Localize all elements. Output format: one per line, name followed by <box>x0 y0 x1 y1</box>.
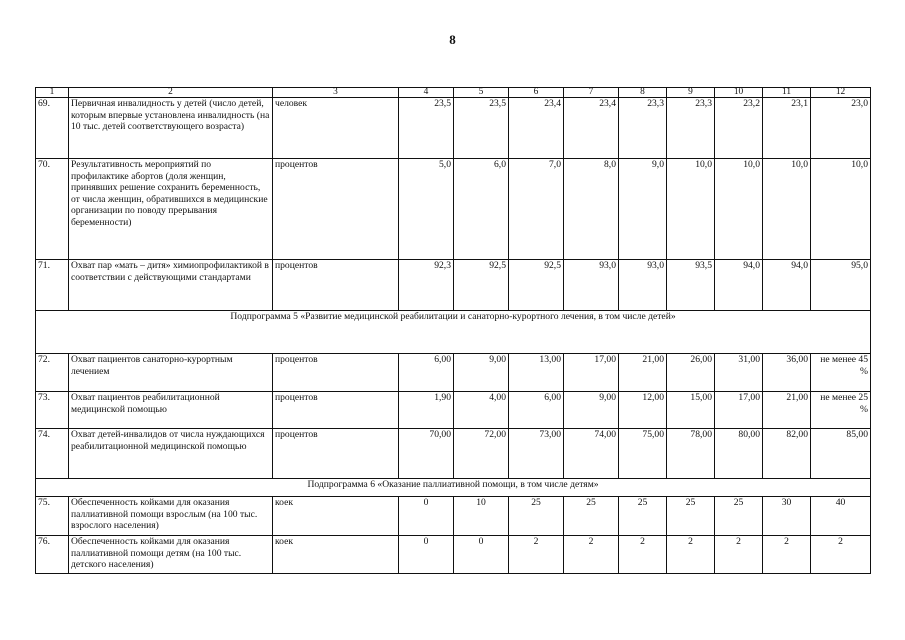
indicator-name: Охват детей-инвалидов от числа нуждающихся реабилитационной медицинской помощью <box>69 429 273 479</box>
col-header: 8 <box>619 88 667 98</box>
value-cell: 10,0 <box>715 159 763 260</box>
subprogram-5-heading: Подпрограмма 5 «Развитие медицинской реабилитации и санаторно-курортного лечения, в том числе детей» <box>36 311 871 354</box>
value-cell: 2 <box>619 536 667 574</box>
value-cell: 1,90 <box>399 392 454 429</box>
value-cell: 10,0 <box>667 159 715 260</box>
col-header: 12 <box>811 88 871 98</box>
indicator-name: Охват пар «мать – дитя» химиопрофилактикой в соответствии с действующими стандартами <box>69 260 273 311</box>
indicator-name: Обеспеченность койками для оказания паллиативной помощи взрослым (на 100 тыс. взрослого населения) <box>69 497 273 536</box>
value-cell: 12,00 <box>619 392 667 429</box>
value-cell: 15,00 <box>667 392 715 429</box>
value-cell: 7,0 <box>509 159 564 260</box>
value-cell: 10,0 <box>763 159 811 260</box>
section-row <box>36 311 871 354</box>
value-cell: 21,00 <box>763 392 811 429</box>
table-row <box>36 429 871 479</box>
value-cell: 95,0 <box>811 260 871 311</box>
indicator-name: Обеспеченность койками для оказания паллиативной помощи детям (на 100 тыс. детского населения) <box>69 536 273 574</box>
row-number: 75. <box>36 497 69 536</box>
value-cell: 9,0 <box>619 159 667 260</box>
value-cell: 4,00 <box>454 392 509 429</box>
value-cell: 17,00 <box>564 354 619 392</box>
value-cell: 25 <box>667 497 715 536</box>
col-header: 11 <box>763 88 811 98</box>
value-cell: не менее 25 % <box>811 392 871 429</box>
row-number: 72. <box>36 354 69 392</box>
row-number: 73. <box>36 392 69 429</box>
col-header: 6 <box>509 88 564 98</box>
row-number: 74. <box>36 429 69 479</box>
value-cell: 30 <box>763 497 811 536</box>
value-cell: 23,1 <box>763 98 811 159</box>
table-row <box>36 260 871 311</box>
value-cell: 75,00 <box>619 429 667 479</box>
header-row <box>36 88 871 98</box>
value-cell: 2 <box>715 536 763 574</box>
value-cell: 2 <box>811 536 871 574</box>
value-cell: 93,0 <box>619 260 667 311</box>
value-cell: 2 <box>564 536 619 574</box>
table-row <box>36 159 871 260</box>
value-cell: 31,00 <box>715 354 763 392</box>
value-cell: 23,5 <box>399 98 454 159</box>
value-cell: 93,5 <box>667 260 715 311</box>
col-header: 7 <box>564 88 619 98</box>
value-cell: 23,2 <box>715 98 763 159</box>
unit-cell: процентов <box>273 260 399 311</box>
table-row <box>36 536 871 574</box>
value-cell: 8,0 <box>564 159 619 260</box>
value-cell: 23,3 <box>667 98 715 159</box>
indicator-name: Охват пациентов реабилитационной медицинской помощью <box>69 392 273 429</box>
value-cell: 2 <box>667 536 715 574</box>
value-cell: 5,0 <box>399 159 454 260</box>
value-cell: 10,0 <box>811 159 871 260</box>
value-cell: 9,00 <box>454 354 509 392</box>
value-cell: 92,3 <box>399 260 454 311</box>
value-cell: 6,0 <box>454 159 509 260</box>
table-row <box>36 98 871 159</box>
unit-cell: человек <box>273 98 399 159</box>
section-row <box>36 479 871 497</box>
value-cell: 10 <box>454 497 509 536</box>
col-header: 4 <box>399 88 454 98</box>
value-cell: 94,0 <box>763 260 811 311</box>
unit-cell: коек <box>273 536 399 574</box>
value-cell: 73,00 <box>509 429 564 479</box>
value-cell: 94,0 <box>715 260 763 311</box>
value-cell: 23,4 <box>564 98 619 159</box>
col-header: 10 <box>715 88 763 98</box>
col-header: 3 <box>273 88 399 98</box>
subprogram-6-heading: Подпрограмма 6 «Оказание паллиативной помощи, в том числе детям» <box>36 479 871 497</box>
unit-cell: процентов <box>273 159 399 260</box>
table-row <box>36 354 871 392</box>
value-cell: 25 <box>564 497 619 536</box>
value-cell: 26,00 <box>667 354 715 392</box>
value-cell: 0 <box>399 497 454 536</box>
value-cell: 25 <box>509 497 564 536</box>
col-header: 1 <box>36 88 69 98</box>
value-cell: 74,00 <box>564 429 619 479</box>
table-row <box>36 497 871 536</box>
value-cell: 23,3 <box>619 98 667 159</box>
value-cell: 25 <box>619 497 667 536</box>
unit-cell: коек <box>273 497 399 536</box>
value-cell: 92,5 <box>509 260 564 311</box>
page-number: 8 <box>449 32 456 47</box>
value-cell: 2 <box>763 536 811 574</box>
value-cell: 40 <box>811 497 871 536</box>
row-number: 76. <box>36 536 69 574</box>
unit-cell: процентов <box>273 392 399 429</box>
col-header: 2 <box>69 88 273 98</box>
value-cell: 2 <box>509 536 564 574</box>
value-cell: 17,00 <box>715 392 763 429</box>
value-cell: 93,0 <box>564 260 619 311</box>
value-cell: 21,00 <box>619 354 667 392</box>
value-cell: 72,00 <box>454 429 509 479</box>
table-row <box>36 392 871 429</box>
col-header: 9 <box>667 88 715 98</box>
value-cell: 0 <box>454 536 509 574</box>
value-cell: 6,00 <box>399 354 454 392</box>
value-cell: не менее 45 % <box>811 354 871 392</box>
value-cell: 78,00 <box>667 429 715 479</box>
value-cell: 0 <box>399 536 454 574</box>
value-cell: 23,4 <box>509 98 564 159</box>
row-number: 69. <box>36 98 69 159</box>
value-cell: 9,00 <box>564 392 619 429</box>
indicators-table <box>35 87 871 574</box>
value-cell: 25 <box>715 497 763 536</box>
value-cell: 92,5 <box>454 260 509 311</box>
value-cell: 82,00 <box>763 429 811 479</box>
indicator-name: Результативность мероприятий по профилактике абортов (доля женщин, принявших решение сохранить беременность, от числа женщин, обратившихся в медицинские организации по поводу прерывания беременности) <box>69 159 273 260</box>
value-cell: 85,00 <box>811 429 871 479</box>
row-number: 71. <box>36 260 69 311</box>
value-cell: 23,5 <box>454 98 509 159</box>
value-cell: 70,00 <box>399 429 454 479</box>
value-cell: 80,00 <box>715 429 763 479</box>
indicator-name: Первичная инвалидность у детей (число детей, которым впервые установлена инвалидность (на 10 тыс. детей соответствующего возраста) <box>69 98 273 159</box>
unit-cell: процентов <box>273 354 399 392</box>
value-cell: 23,0 <box>811 98 871 159</box>
row-number: 70. <box>36 159 69 260</box>
value-cell: 36,00 <box>763 354 811 392</box>
value-cell: 13,00 <box>509 354 564 392</box>
unit-cell: процентов <box>273 429 399 479</box>
value-cell: 6,00 <box>509 392 564 429</box>
col-header: 5 <box>454 88 509 98</box>
indicator-name: Охват пациентов санаторно-курортным лечением <box>69 354 273 392</box>
